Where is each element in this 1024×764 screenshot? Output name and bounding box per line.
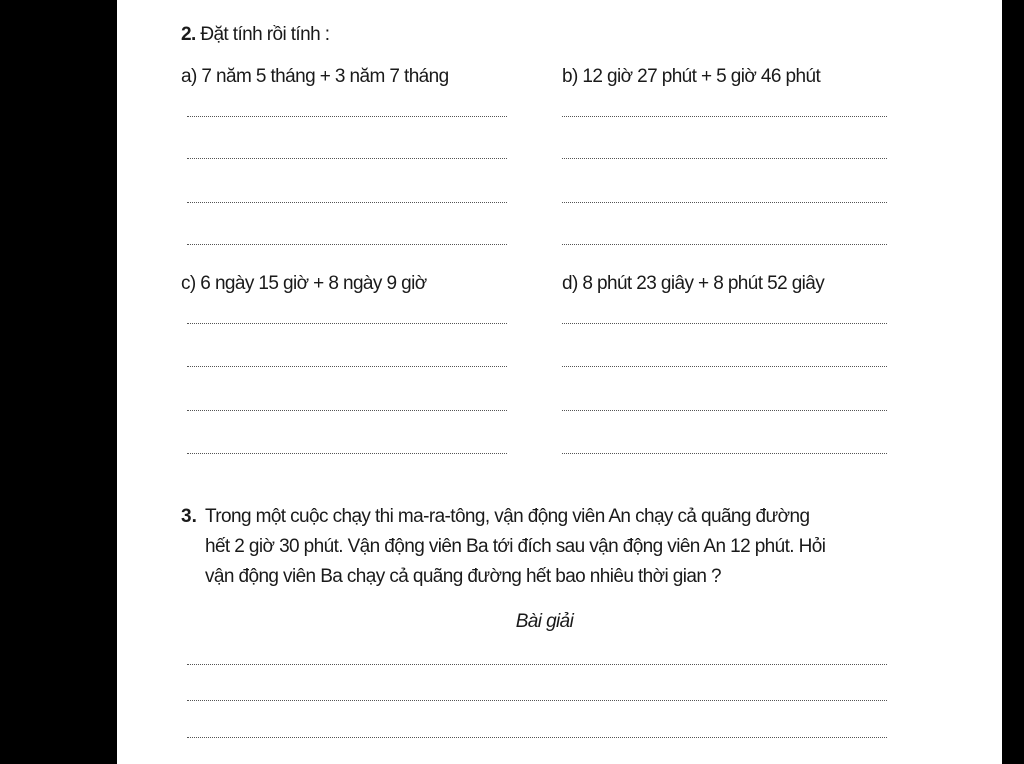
section-2-heading <box>181 24 329 46</box>
answer-line-a-2[interactable] <box>187 158 507 159</box>
solution-line-3[interactable] <box>187 737 887 738</box>
section-2-number: 2. <box>181 24 196 45</box>
answer-line-d-4[interactable] <box>562 453 887 454</box>
section-3-number: 3. <box>181 506 197 527</box>
answer-line-b-2[interactable] <box>562 158 887 159</box>
solution-heading: Bài giải <box>515 611 574 632</box>
answer-line-c-2[interactable] <box>187 366 507 367</box>
answer-line-b-4[interactable] <box>562 244 887 245</box>
answer-line-d-1[interactable] <box>562 323 887 324</box>
answer-line-d-3[interactable] <box>562 410 887 411</box>
answer-line-d-2[interactable] <box>562 366 887 367</box>
section-2-title: Đặt tính rồi tính : <box>200 24 330 45</box>
problem-c: c) 6 ngày 15 giờ + 8 ngày 9 giờ <box>181 273 427 294</box>
problem-d: d) 8 phút 23 giây + 8 phút 52 giây <box>562 273 825 294</box>
answer-line-c-1[interactable] <box>187 323 507 324</box>
section-3-line-2: hết 2 giờ 30 phút. Vận động viên Ba tới đích sau vận động viên An 12 phút. Hỏi <box>205 536 826 557</box>
answer-line-a-1[interactable] <box>187 116 507 117</box>
section-3-line-3: vận động viên Ba chạy cả quãng đường hết bao nhiêu thời gian ? <box>205 566 721 587</box>
answer-line-c-4[interactable] <box>187 453 507 454</box>
section-3-line-1: Trong một cuộc chạy thi ma-ra-tông, vận động viên An chạy cả quãng đường <box>205 506 810 527</box>
answer-line-a-3[interactable] <box>187 202 507 203</box>
worksheet-page <box>117 0 1002 764</box>
answer-line-c-3[interactable] <box>187 410 507 411</box>
problem-b: b) 12 giờ 27 phút + 5 giờ 46 phút <box>562 66 821 87</box>
answer-line-a-4[interactable] <box>187 244 507 245</box>
answer-line-b-1[interactable] <box>562 116 887 117</box>
problem-a: a) 7 năm 5 tháng + 3 năm 7 tháng <box>181 66 449 87</box>
solution-line-1[interactable] <box>187 664 887 665</box>
answer-line-b-3[interactable] <box>562 202 887 203</box>
solution-line-2[interactable] <box>187 700 887 701</box>
